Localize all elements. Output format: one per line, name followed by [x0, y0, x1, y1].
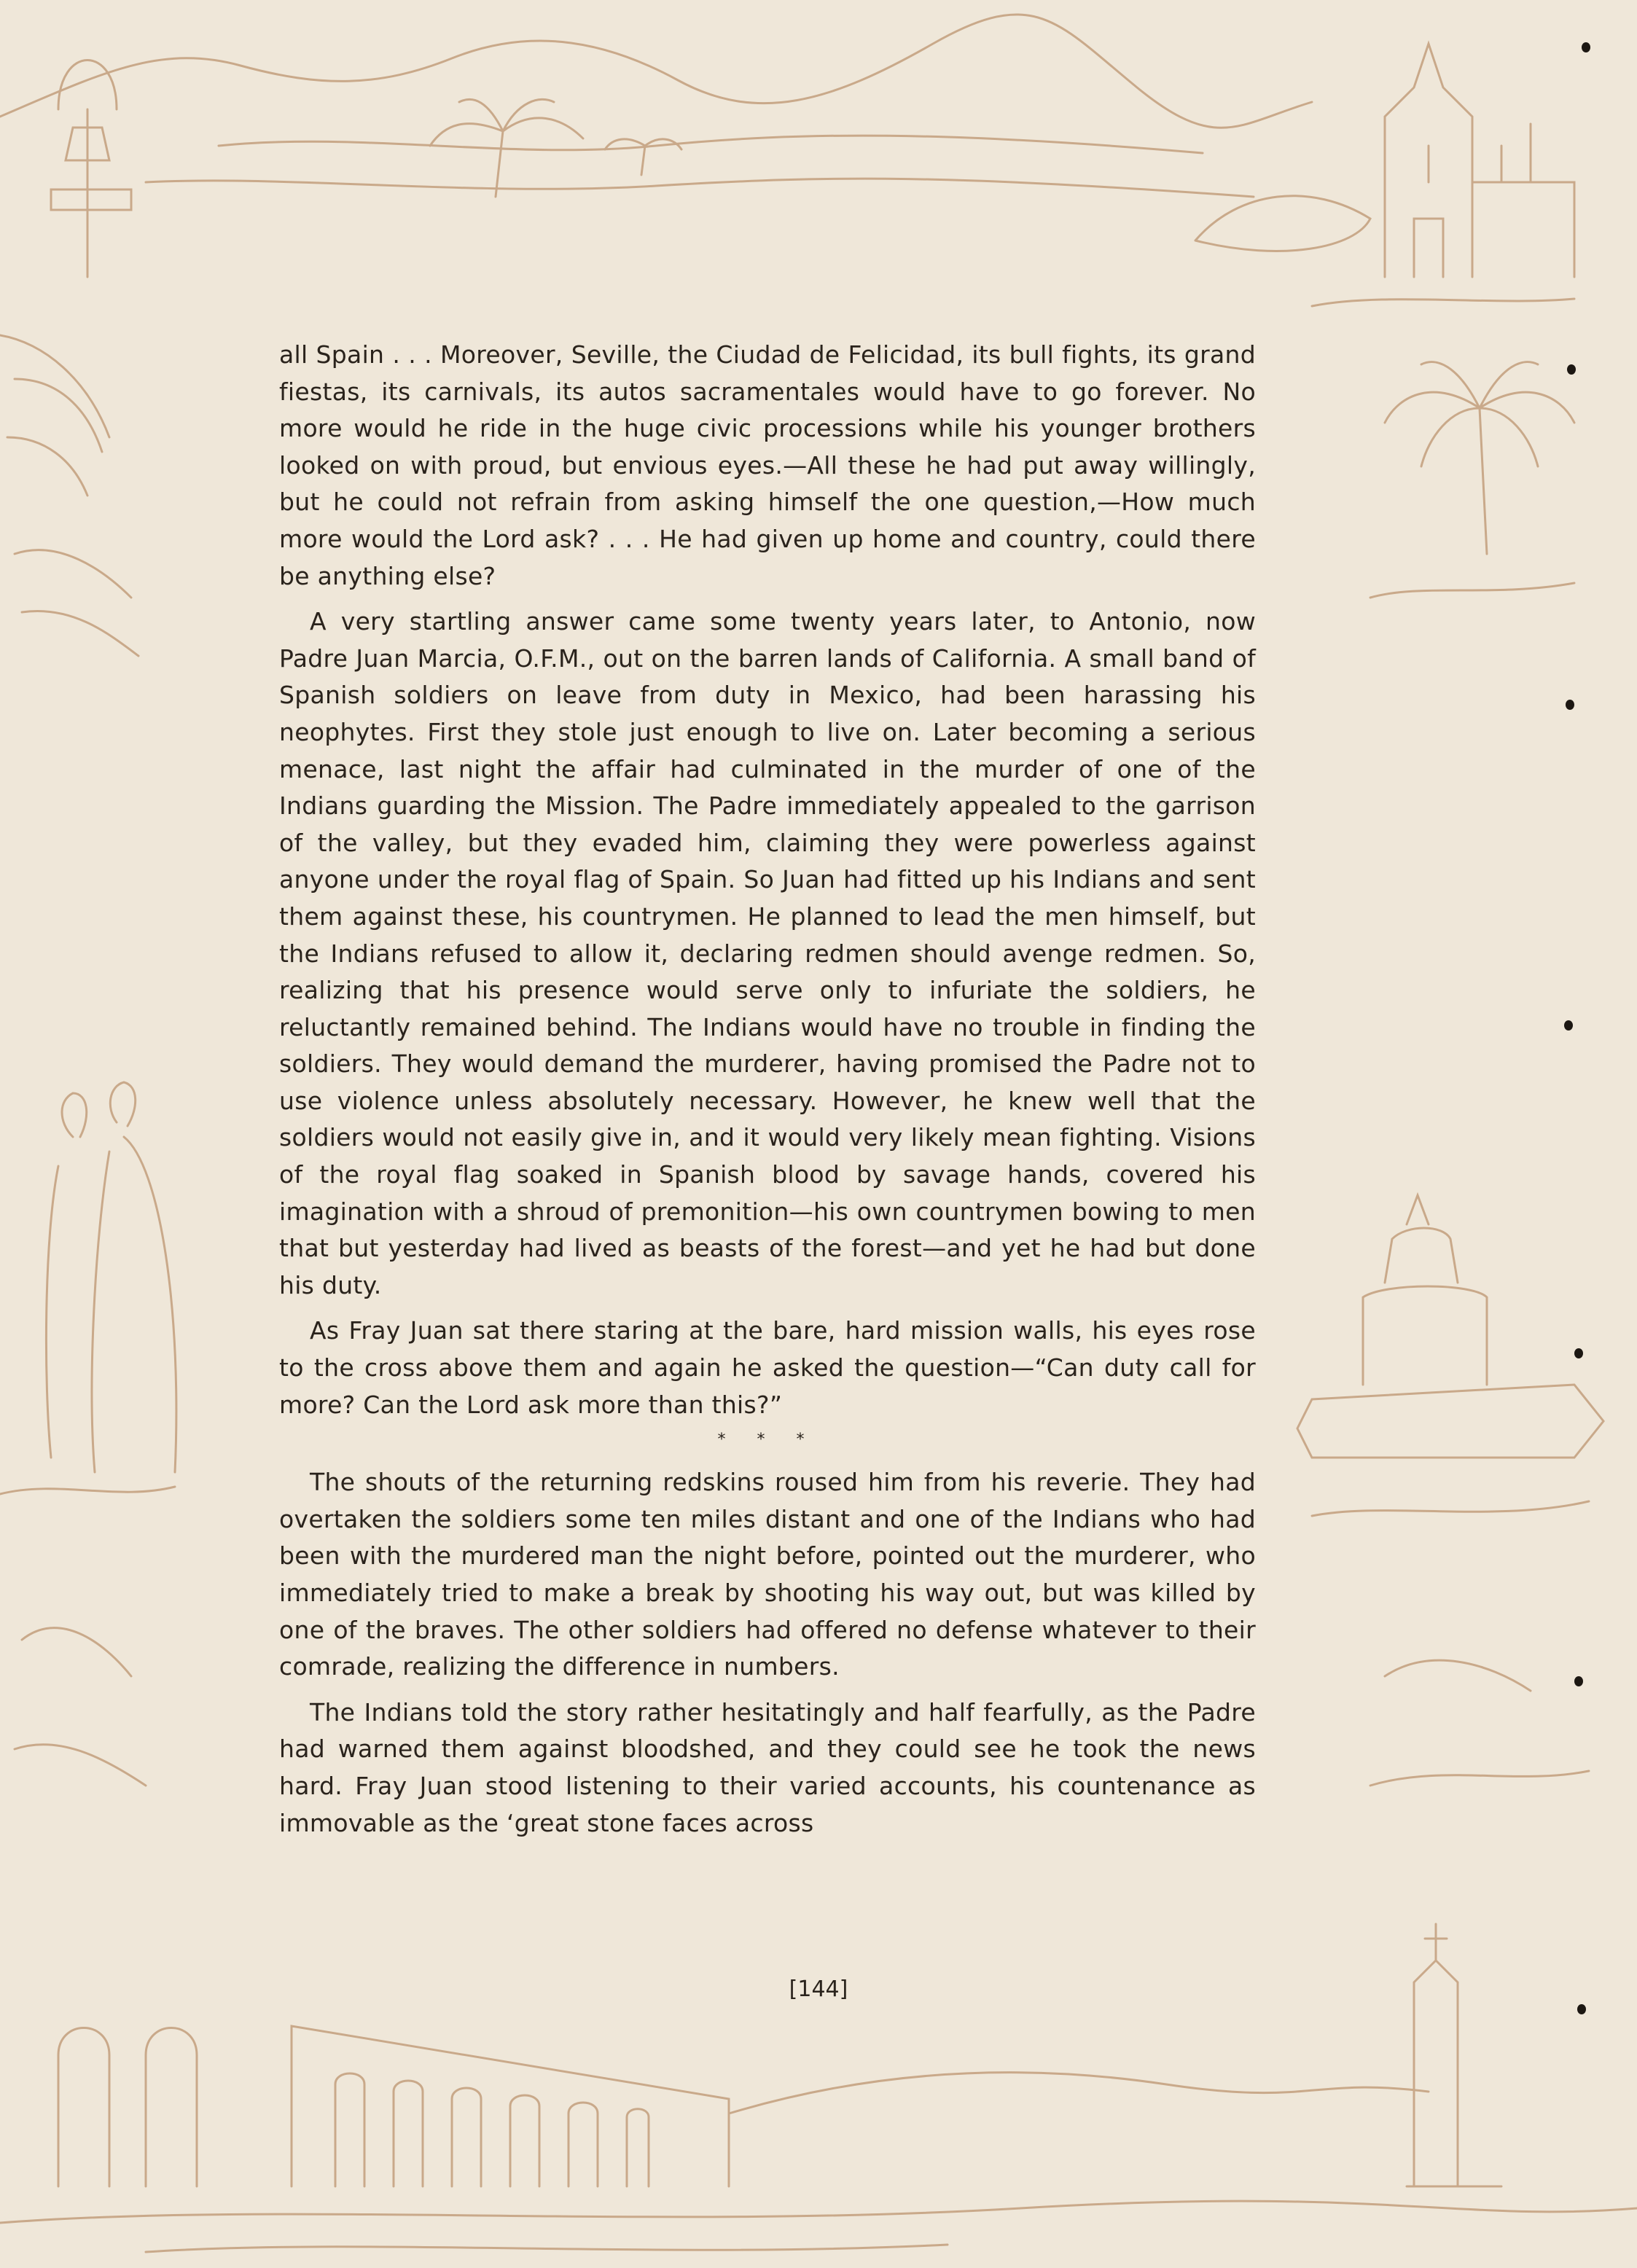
palm-tree — [1385, 362, 1574, 554]
top-mountains — [0, 15, 1312, 128]
bell-tower — [1407, 1924, 1501, 2186]
page-number: [144] — [789, 1976, 848, 2002]
sign-board — [51, 189, 131, 210]
fountain — [1297, 1195, 1603, 1458]
punch-hole — [1567, 364, 1576, 375]
paragraph: The shouts of the returning redskins roused him from his reverie. They had overtaken the soldiers some ten miles distant and one of the Indians who had been with the murdered man the night before, pointed out the murderer, who immediately tried to make a break by shooting his way out, but was killed by one of the braves. The other soldiers had offered no defense whatever to their comrade, realizing the difference in numbers. — [279, 1468, 1256, 1681]
punch-hole — [1577, 2004, 1586, 2014]
punch-hole — [1566, 700, 1574, 710]
bottom-hills — [729, 2073, 1429, 2113]
paragraph: all Spain . . . Moreover, Seville, the Ciudad de Felicidad, its bull fights, its grand fiestas, its carnivals, its autos sacramentales would have to go forever. No more would he ride in the huge civic processions while his younger brothers looked on with proud, but envious eyes.—All these he had put away willingly, but he could not refrain from asking himself the one question,—How much more would the Lord ask? . . . He had given up home and country, could there be anything else? — [279, 340, 1256, 590]
body-text — [279, 337, 1256, 1850]
paragraph: As Fray Juan sat there staring at the bare, hard mission walls, his eyes rose to the cross above them and again he asked the question—“Can duty call for more? Can the Lord ask more than this?” — [279, 1316, 1256, 1419]
punch-hole — [1582, 42, 1590, 52]
bell-post — [58, 60, 117, 278]
paragraph: A very startling answer came some twenty years later, to Antonio, now Padre Juan Marcia, O.F.M., out on the barren lands of California. A small band of Spanish soldiers on leave from duty in Mexico, had been harassing his neophytes. First they stole just enough to live on. Later becoming a serious menace, last night the affair had culminated in the murder of one of the Indians guarding the Mission. The Padre immediately appealed to the garrison of the valley, but they evaded him, claiming they were powerless against anyone under the royal flag of Spain. So Juan had fitted up his Indians and sent them against these, his countrymen. He planned to lead the men himself, but the Indians refused to allow it, declaring redmen should avenge redmen. So, realizing that his presence would serve only to infuriate the soldiers, he reluctantly remained behind. The Indians would have no trouble in finding the soldiers. They would demand the murderer, having promised the Padre not to use violence unless absolutely necessary. However, he knew well that the soldiers would not easily give in, and it would very likely mean fighting. Visions of the royal flag soaked in Spanish blood by savage hands, covered his imagination with a shroud of premonition—his own countrymen bowing to men that but yesterday had lived as beasts of the forest—and yet he had but done his duty. — [279, 607, 1256, 1299]
punch-hole — [1564, 1020, 1573, 1031]
fern — [0, 335, 109, 496]
section-separator: * * * — [717, 1431, 818, 1450]
mission-church — [1385, 44, 1574, 277]
punch-hole — [1574, 1348, 1583, 1358]
monk-figures — [46, 1082, 176, 1472]
paragraph: The Indians told the story rather hesitatingly and half fearfully, as the Padre had warned them against bloodshed, and they could see he took the news hard. Fray Juan stood listening to their varied accounts, his countenance as immovable as the ‘great stone faces across — [279, 1697, 1256, 1837]
punch-hole — [1574, 1676, 1583, 1686]
